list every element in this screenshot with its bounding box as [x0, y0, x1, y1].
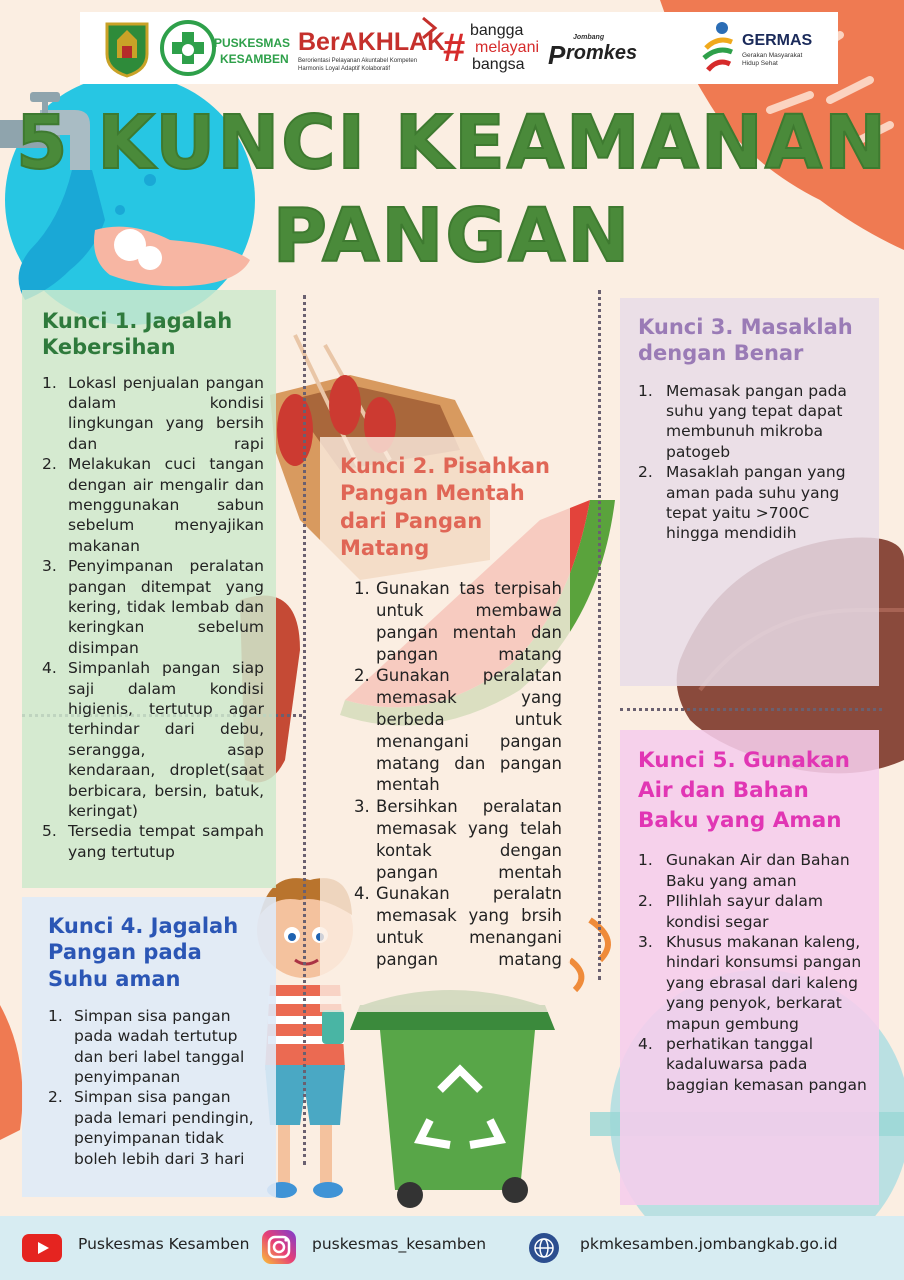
list-item: 4. Simpanlah pangan siap saji dalam kondisi higienis, tertutup agar terhindar dari debu, serangga, asap kendaraan, droplet(saat berbicara, bersin, batuk, keringat) — [42, 659, 264, 821]
list-item: 1. Gunakan tas terpisah untuk membawa pangan mentah dan pangan matang — [354, 579, 562, 664]
list-item: 2. Masaklah pangan yang aman pada suhu yang tepat yaitu >700C hingga mendidih — [638, 463, 846, 543]
list-item: 2. Simpan sisa pangan pada lemari pendingin, penyimpanan tidak boleh lebih dari 3 hari — [48, 1088, 254, 1168]
kunci-4-heading: Kunci 4. Jagalah Pangan pada Suhu aman — [48, 914, 239, 991]
kunci-4-panel — [22, 897, 276, 1197]
logo-bar — [80, 12, 838, 84]
instagram-icon[interactable] — [262, 1230, 296, 1264]
list-item: 4. perhatikan tanggal kadaluwarsa pada baggian kemasan pangan — [638, 1034, 867, 1094]
list-item: 1. Simpan sisa pangan pada wadah tertutup dan beri label tanggal penyimpanan — [48, 1006, 245, 1086]
hashtag-icon: # — [443, 26, 466, 70]
separator-right-horizontal — [620, 708, 882, 711]
bangga-line1: bangga — [470, 22, 524, 39]
kunci-5-heading: Kunci 5. Gunakan Air dan Bahan Baku yang Aman — [638, 748, 850, 834]
page-title-line2: PANGAN — [272, 193, 632, 279]
list-item: 2. Melakukan cuci tangan dengan air mengalir dan menggunakan sabun sebelum menyajikan makanan — [42, 455, 264, 555]
kunci-1-heading: Kunci 1. Jagalah Kebersihan — [42, 309, 233, 360]
germas-sub2: Hidup Sehat — [742, 60, 778, 67]
list-item: 2. PIlihlah sayur dalam kondisi segar — [638, 892, 824, 931]
kunci-5-list — [638, 850, 867, 1095]
list-item: 3. Bersihkan peralatan memasak yang telah kontak dengan pangan mentah — [354, 797, 562, 882]
kunci-1-list — [42, 373, 264, 863]
list-item: 3. Khusus makanan kaleng, hindari konsumsi pangan yang ebrasal dari kaleng yang penyok, berkarat mapun gembung — [638, 932, 862, 1033]
promkes-small: Jombang — [573, 34, 605, 41]
berakhlak-logo: BerAKHLAK — [298, 28, 446, 56]
promkes-logo: romkes — [566, 42, 638, 64]
kunci-2-list — [354, 578, 562, 970]
footer — [0, 1216, 904, 1280]
kunci-1-panel — [22, 290, 276, 888]
germas-logo-icon — [698, 18, 738, 78]
germas-logo: GERMAS — [742, 32, 813, 49]
kunci-3-panel — [620, 298, 879, 686]
kunci-2-heading: Kunci 2. Pisahkan Pangan Mentah dari Pangan Matang — [340, 454, 550, 560]
kunci-2-panel — [320, 437, 570, 1012]
bangga-line2: melayani — [475, 39, 540, 56]
separator-left — [303, 295, 306, 1165]
youtube-channel-link[interactable]: Puskesmas Kesamben — [78, 1235, 250, 1253]
puskesmas-line1: PUSKESMAS — [214, 36, 291, 50]
kunci-3-list — [638, 381, 867, 544]
page-title-line1: 5 KUNCI KEAMANAN — [15, 100, 889, 186]
list-item: 1. Gunakan Air dan Bahan Baku yang aman — [638, 851, 850, 890]
puskesmas-logo-icon — [160, 20, 216, 76]
bangga-line3: bangsa — [472, 56, 525, 73]
list-item: 5. Tersedia tempat sampah yang tertutup — [42, 822, 264, 861]
list-item: 2. Gunakan peralatan memasak yang berbeda untuk menangani pangan matang dan pangan mentah — [354, 666, 562, 795]
instagram-link[interactable]: puskesmas_kesamben — [312, 1235, 487, 1253]
list-item: 3. Penyimpanan peralatan pangan ditempat yang kering, tidak lembab dan keringkan sebelum disimpan — [42, 557, 264, 657]
germas-sub1: Gerakan Masyarakat — [742, 52, 803, 59]
kunci-4-list — [48, 1006, 266, 1169]
globe-icon[interactable] — [528, 1232, 560, 1264]
berakhlak-sub1: Berorientasi Pelayanan Akuntabel Kompeten — [298, 58, 418, 64]
list-item: 1. Memasak pangan pada suhu yang tepat dapat membunuh mikroba patogeb — [638, 381, 847, 461]
puskesmas-line2: KESAMBEN — [220, 52, 289, 66]
kunci-3-heading: Kunci 3. Masaklah dengan Benar — [638, 315, 853, 366]
separator-right — [598, 290, 601, 980]
berakhlak-sub2: Harmonis Loyal Adaptif Kolaboratif — [298, 66, 391, 72]
berakhlak-chevron-icon — [419, 16, 439, 40]
kunci-5-panel — [620, 730, 879, 1205]
website-link[interactable]: pkmkesamben.jombangkab.go.id — [580, 1235, 838, 1253]
list-item: 4. Gunakan peralatn memasak yang brsih untuk menangani pangan matang — [354, 884, 562, 969]
youtube-icon[interactable] — [22, 1234, 62, 1262]
jombang-crest-icon — [102, 20, 152, 78]
promkes-p-icon: P — [548, 40, 566, 70]
list-item: 1. Lokasl penjualan pangan dalam kondisi lingkungan yang bersih dan rapi — [42, 373, 264, 453]
